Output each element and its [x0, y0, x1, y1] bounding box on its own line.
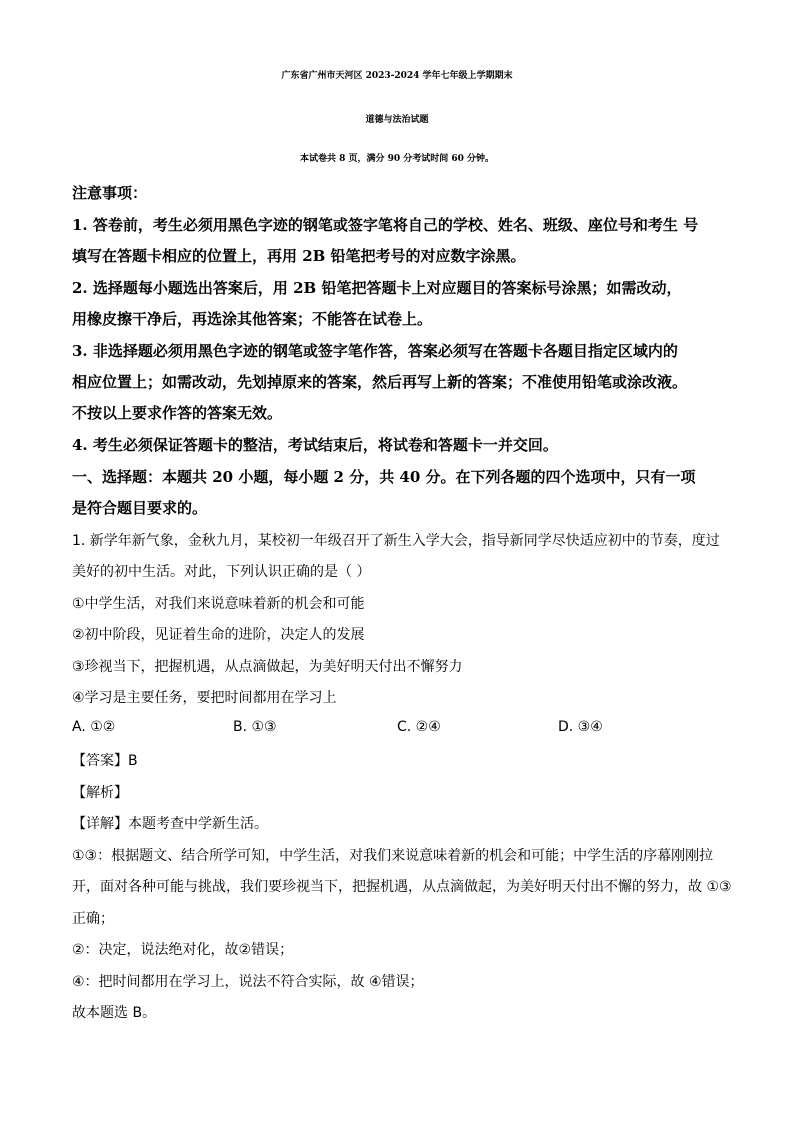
option-c: C. ②④ — [397, 719, 441, 735]
section-heading-cont: 是符合题目要求的。 — [72, 499, 208, 517]
notice-line: 相应位置上；如需改动，先划掉原来的答案，然后再写上新的答案；不准使用铅笔或涂改液。 — [72, 373, 688, 391]
notice-line: 不按以上要求作答的答案无效。 — [72, 404, 283, 422]
statement-item: ③珍视当下，把握机遇，从点滴做起，为美好明天付出不懈努力 — [72, 659, 463, 675]
question-stem-cont: 美好的初中生活。对此，下列认识正确的是（ ） — [72, 564, 371, 580]
explanation-line: 正确； — [72, 911, 114, 927]
page-title: 广东省广州市天河区 2023-2024 学年七年级上学期期末 — [281, 71, 513, 81]
explanation-line: 【详解】本题考查中学新生活。 — [72, 816, 268, 832]
option-d: D. ③④ — [558, 719, 603, 735]
notice-line: 用橡皮擦干净后，再选涂其他答案；不能答在试卷上。 — [72, 310, 433, 328]
explanation-line: ④：把时间都用在学习上，说法不符合实际，故 ④错误； — [72, 974, 424, 990]
notice-line: 2. 选择题每小题选出答案后，用 2B 铅笔把答题卡上对应题目的答案标号涂黑；如需改动， — [72, 279, 682, 297]
subject-title: 道德与法治试题 — [365, 115, 429, 125]
notice-line: 4. 考生必须保证答题卡的整洁，考试结束后，将试卷和答题卡一并交回。 — [72, 436, 558, 454]
explanation-line: 故本题选 B。 — [72, 1005, 157, 1021]
answer-label: 【答案】B — [72, 753, 138, 769]
statement-item: ①中学生活，对我们来说意味着新的机会和可能 — [72, 596, 365, 612]
question-stem: 1. 新学年新气象，金秋九月，某校初一年级召开了新生入学大会，指导新同学尽快适应初中的节奏，度过 — [72, 533, 720, 549]
explanation-line: ①③：根据题文、结合所学可知，中学生活，对我们来说意味着新的机会和可能；中学生活的序幕刚刚拉 — [72, 848, 714, 864]
explanation-line: 开，面对各种可能与挑战，我们要珍视当下，把握机遇，从点滴做起，为美好明天付出不懈的努力，故 ①③ — [72, 879, 732, 895]
option-b: B. ①③ — [233, 719, 277, 735]
section-heading: 一、选择题：本题共 20 小题，每小题 2 分，共 40 分。在下列各题的四个选项中，只有一项 — [72, 468, 696, 486]
statement-item: ②初中阶段，见证着生命的进阶，决定人的发展 — [72, 627, 365, 643]
notice-line: 3. 非选择题必须用黑色字迹的钢笔或签字笔作答，答案必须写在答题卡各题目指定区域内的 — [72, 342, 678, 360]
statement-item: ④学习是主要任务，要把时间都用在学习上 — [72, 690, 337, 706]
notice-heading: 注意事项： — [72, 184, 148, 202]
option-a: A. ①② — [72, 719, 116, 735]
notice-line: 1. 答卷前，考生必须用黑色字迹的钢笔或签字笔将自己的学校、姓名、班级、座位号和考生 号 — [72, 216, 699, 234]
explanation-line: ②：决定，说法绝对化，故②错误； — [72, 942, 294, 958]
notice-line: 填写在答题卡相应的位置上，再用 2B 铅笔把考号的对应数字涂黑。 — [72, 247, 526, 265]
analysis-label: 【解析】 — [72, 785, 128, 801]
exam-info: 本试卷共 8 页，满分 90 分考试时间 60 分钟。 — [299, 154, 495, 164]
